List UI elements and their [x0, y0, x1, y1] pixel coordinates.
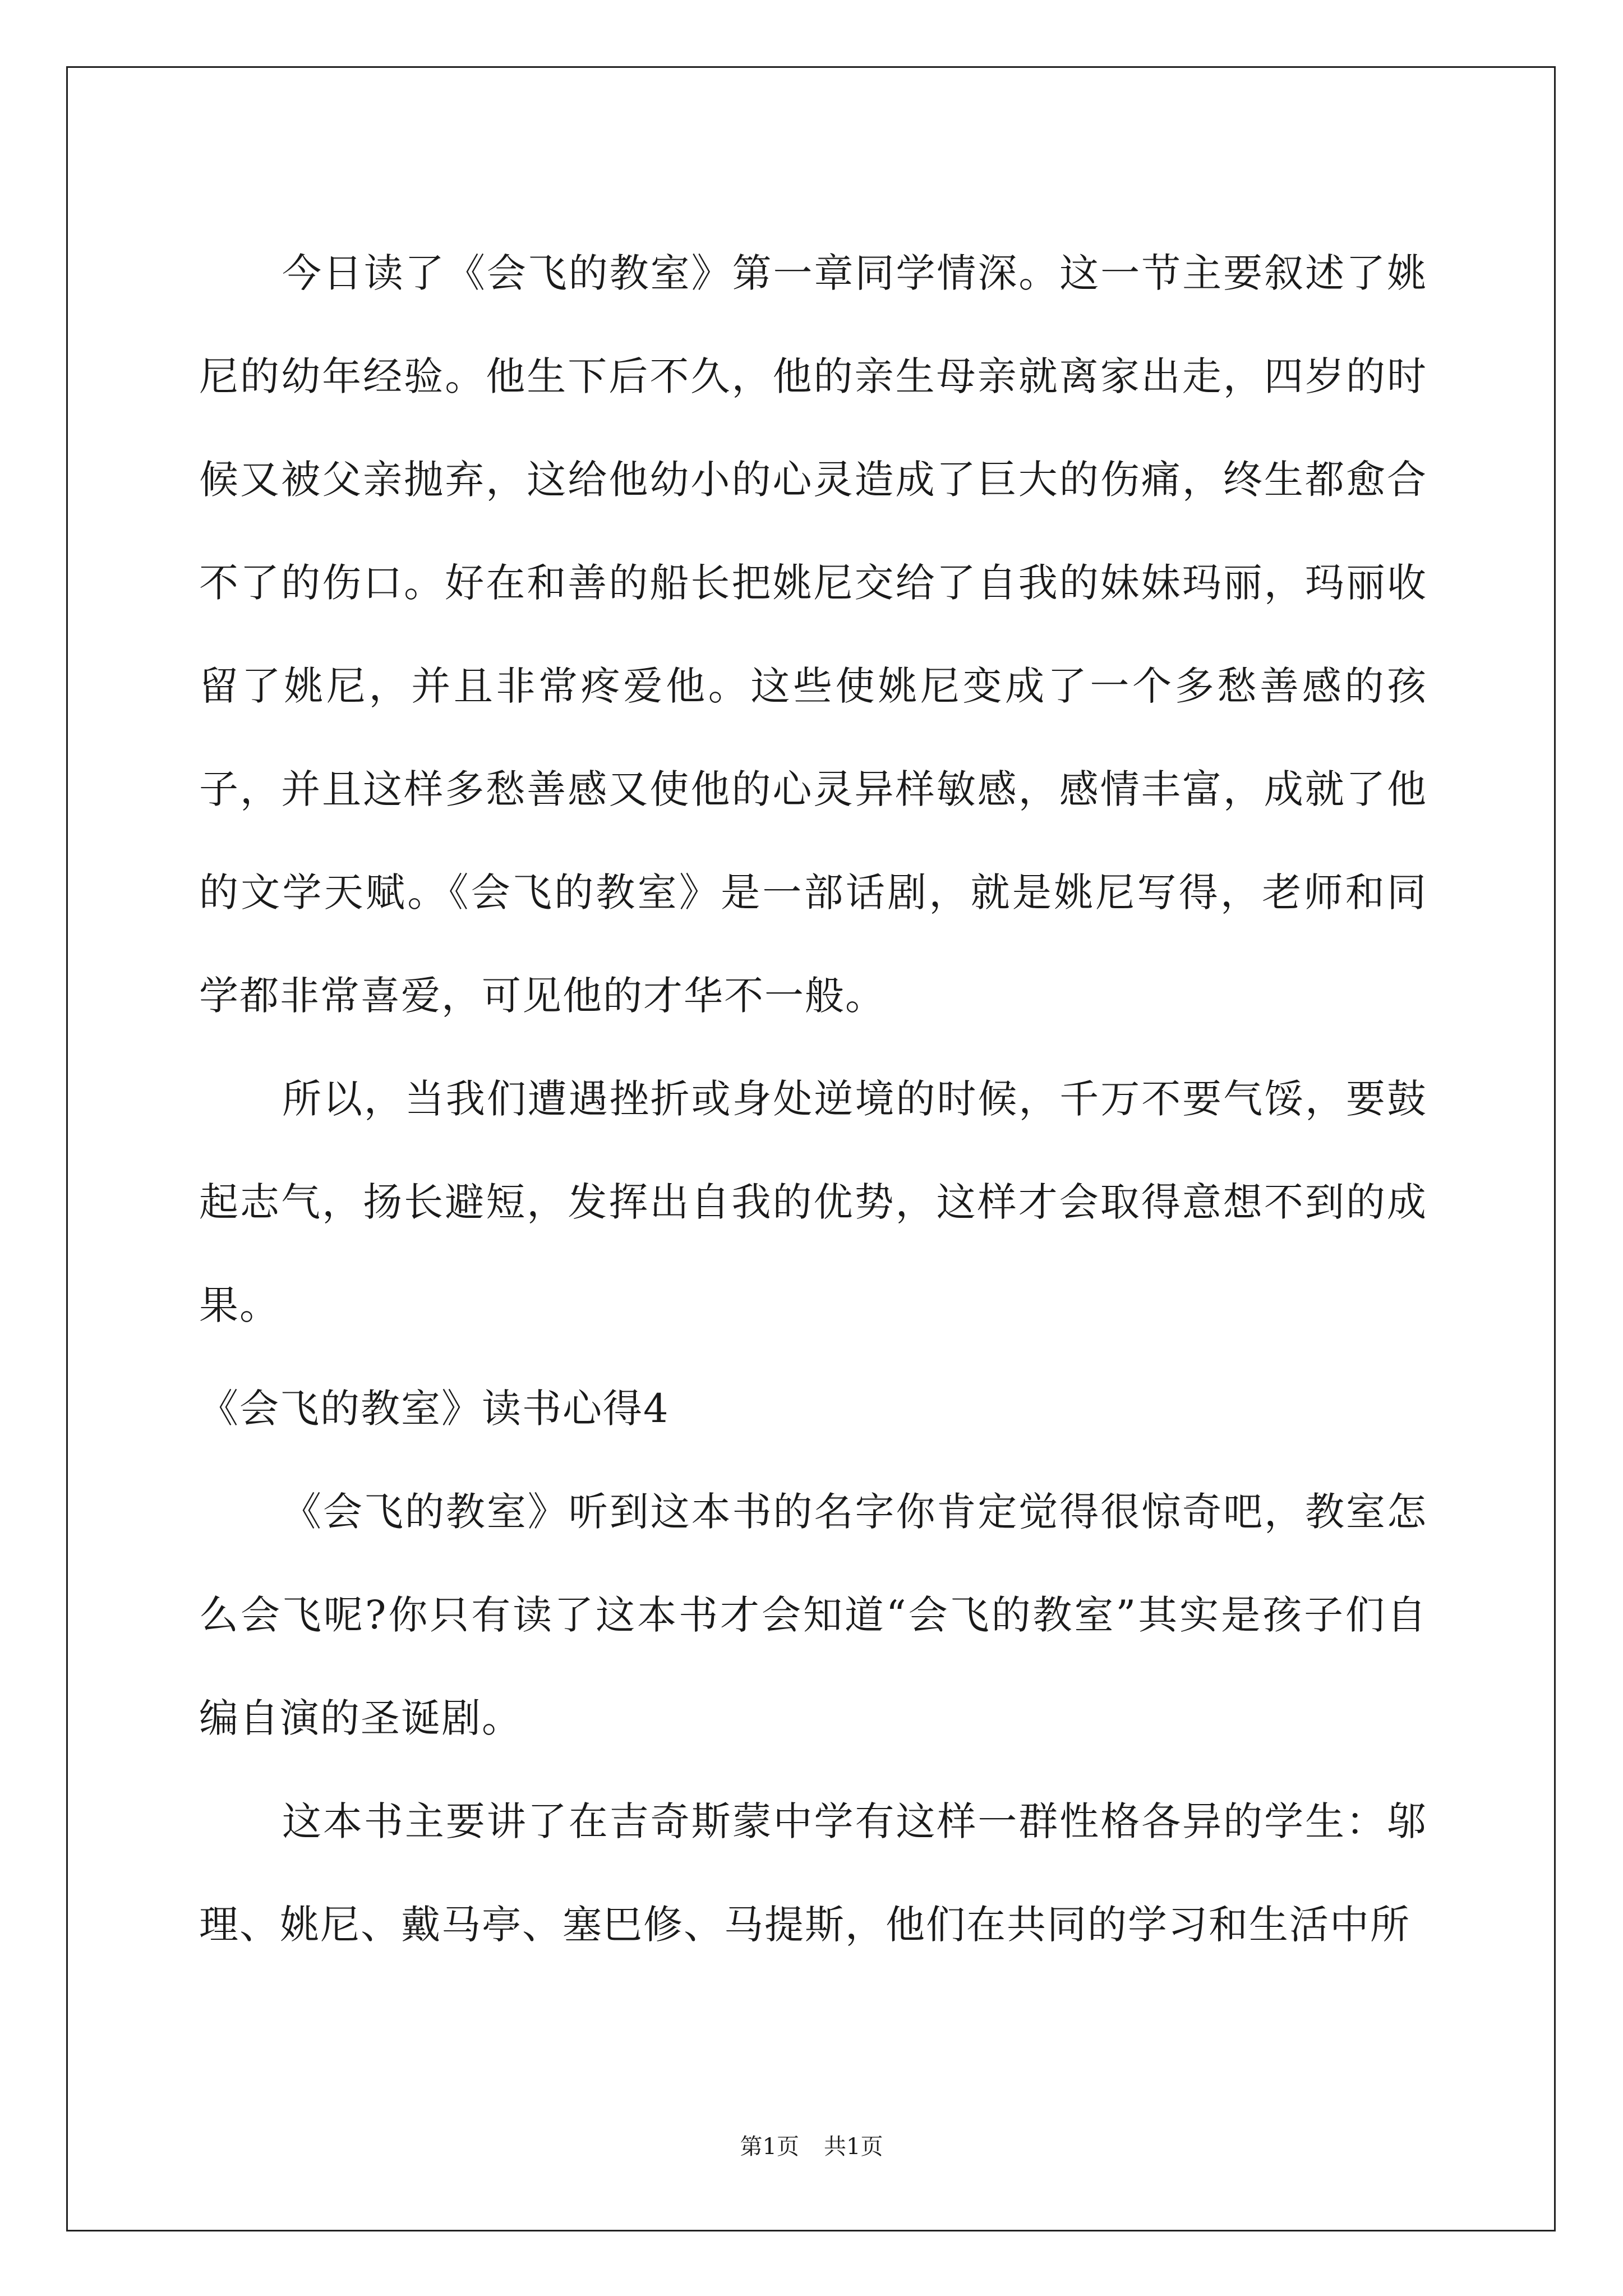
section-heading: 《会飞的教室》读书心得4 — [199, 1386, 670, 1432]
paragraph-lesson: 所以，当我们遭遇挫折或身处逆境的时候，千万不要气馁，要鼓起志气，扬长避短，发挥出自我的优势，这样才会取得意想不到的成果。 — [199, 1076, 1427, 1328]
paragraph-chapter-summary: 今日读了《会飞的教室》第一章同学情深。这一节主要叙述了姚尼的幼年经验。他生下后不久，他的亲生母亲就离家出走，四岁的时候又被父亲抛弃，这给他幼小的心灵造成了巨大的伤痛，终生都愈合不了的伤口。好在和善的船长把姚尼交给了自我的妹妹玛丽，玛丽收留了姚尼，并且非常疼爱他。这些使姚尼变成了一个多愁善感的孩子，并且这样多愁善感又使他的心灵异样敏感，感情丰富，成就了他的文学天赋。《会飞的教室》是一部话剧，就是姚尼写得，老师和同学都非常喜爱，可见他的才华不一般。 — [199, 250, 1427, 1019]
paragraph-characters: 这本书主要讲了在吉奇斯蒙中学有这样一群性格各异的学生：邬理、姚尼、戴马亭、塞巴修、马提斯，他们在共同的学习和生活中所 — [199, 1798, 1427, 1948]
paragraph-book-intro: 《会飞的教室》听到这本书的名字你肯定觉得很惊奇吧，教室怎么会飞呢?你只有读了这本书才会知道“会飞的教室”其实是孩子们自编自演的圣诞剧。 — [199, 1489, 1427, 1741]
page-number: 第1页 — [740, 2134, 799, 2160]
page-total: 共1页 — [824, 2134, 883, 2160]
document-body — [199, 222, 1427, 1976]
page-footer — [0, 2133, 1623, 2161]
